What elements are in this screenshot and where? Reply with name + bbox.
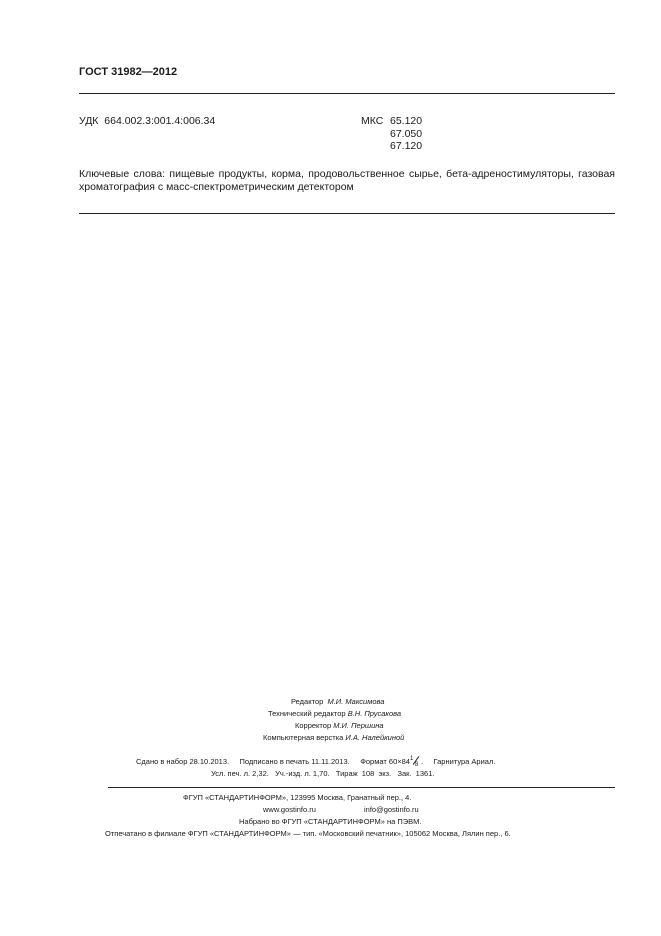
footer-rule (108, 787, 615, 788)
udk-value: 664.002.3:001.4:006.34 (104, 115, 216, 127)
credit-name: И.А. Налейкиной (345, 733, 405, 742)
credit-role: Редактор (291, 697, 324, 706)
signed-date: Подписано в печать 11.11.2013. (239, 757, 350, 766)
typeset-note: Набрано во ФГУП «СТАНДАРТИНФОРМ» на ПЭВМ. (239, 817, 422, 826)
credit-layout (263, 732, 404, 744)
credit-role: Технический редактор (268, 709, 346, 718)
udk-line (79, 115, 215, 127)
document-title: ГОСТ 31982—2012 (79, 66, 178, 78)
publisher-email: info@gostinfo.ru (364, 805, 419, 814)
print-info-line-2: Усл. печ. л. 2,32. Уч.-изд. л. 1,70. Тираж 108 экз. Зак. 1361. (211, 769, 435, 778)
credit-role: Компьютерная верстка (263, 733, 344, 742)
submitted-date: Сдано в набор 28.10.2013. (136, 757, 230, 766)
format-label: Формат 60×84 (360, 757, 410, 766)
publisher-website: www.gostinfo.ru (263, 805, 316, 814)
format-fraction: 1 8 (409, 756, 419, 768)
mks-code: 67.050 (390, 127, 423, 140)
publisher-address: ФГУП «СТАНДАРТИНФОРМ», 123995 Москва, Гранатный пер., 4. (183, 793, 412, 802)
credit-role: Корректор (295, 721, 332, 730)
mks-code: 65.120 (390, 115, 423, 127)
mks-code: 67.120 (390, 140, 423, 152)
keywords-rule (79, 213, 615, 214)
credit-name: М.И. Максимова (327, 697, 385, 706)
credit-editor (291, 696, 384, 708)
credit-name: В.Н. Прусакова (347, 709, 402, 718)
print-info-line-1: Сдано в набор 28.10.2013. Подписано в печать 11.11.2013. Формат 60×84 1 8 . Гарнитура Ариал. (136, 756, 496, 768)
keywords-paragraph: Ключевые слова: пищевые продукты, корма, продовольственное сырье, бета-адреностимуляторы, газовая хроматография с масс-спектрометрическим детектором (79, 168, 615, 193)
udk-label: УДК (79, 115, 99, 127)
mks-block (361, 115, 422, 153)
credit-proofreader (295, 720, 384, 732)
typeface: Гарнитура Ариал. (433, 757, 496, 766)
header-rule (79, 93, 615, 94)
credit-tech-editor (268, 708, 401, 720)
mks-label: МКС (361, 115, 384, 127)
credit-name: М.И. Першина (333, 721, 384, 730)
printed-note: Отпечатано в филиале ФГУП «СТАНДАРТИНФОРМ» — тип. «Московский печатник», 105062 Москва, Лялин пер., 6. (105, 829, 511, 838)
